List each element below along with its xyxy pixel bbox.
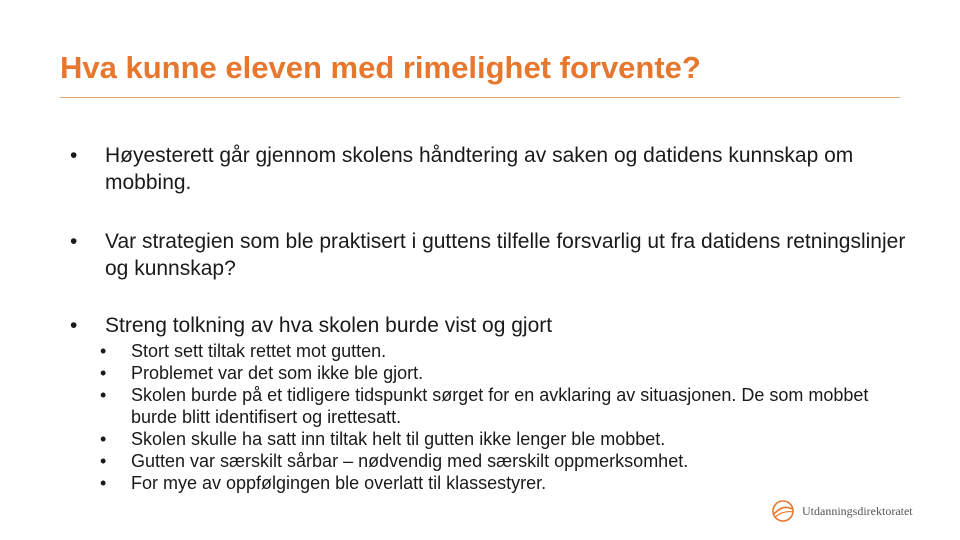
bullet-glyph: • [100,363,107,383]
sub-bullet-item [100,362,890,384]
title-divider [60,97,900,98]
bullet-item [70,312,552,339]
bullet-glyph: • [100,429,107,449]
sub-bullet-item [100,450,890,472]
sub-bullet-item [100,472,890,494]
bullet-item [70,228,910,282]
sub-bullet-item [100,384,890,428]
bullet-glyph: • [70,144,78,167]
sub-bullet-text: For mye av oppfølgingen ble overlatt til klassestyrer. [131,473,547,493]
sub-bullet-text: Skolen skulle ha satt inn tiltak helt til gutten ikke lenger ble mobbet. [131,429,666,449]
sub-bullet-text: Skolen burde på et tidligere tidspunkt sørget for en avklaring av situasjonen. De som mobbet burde blitt identifisert og irettesatt. [131,385,869,427]
sub-bullet-item [100,340,890,362]
bullet-glyph: • [70,314,78,337]
bullet-glyph: • [100,385,107,405]
logo-text: Utdanningsdirektoratet [802,503,913,518]
bullet-glyph: • [100,473,107,493]
bullet-glyph: • [70,230,78,253]
sub-bullet-text: Stort sett tiltak rettet mot gutten. [131,341,387,361]
sub-bullet-text: Gutten var særskilt sårbar – nødvendig med særskilt oppmerksomhet. [131,451,689,471]
bullet-text: Var strategien som ble praktisert i guttens tilfelle forsvarlig ut fra datidens retningslinjer og kunnskap? [105,230,906,280]
bullet-item [70,142,910,196]
bullet-glyph: • [100,451,107,471]
udir-logo [770,498,913,524]
bullet-text: Høyesterett går gjennom skolens håndtering av saken og datidens kunnskap om mobbing. [105,144,854,194]
udir-logo-icon [770,498,796,524]
bullet-glyph: • [100,341,107,361]
sub-bullet-text: Problemet var det som ikke ble gjort. [131,363,424,383]
bullet-text: Streng tolkning av hva skolen burde vist og gjort [105,314,553,337]
sub-bullet-list [100,340,890,494]
slide-title: Hva kunne eleven med rimelighet forvente? [60,50,701,85]
sub-bullet-item [100,428,890,450]
